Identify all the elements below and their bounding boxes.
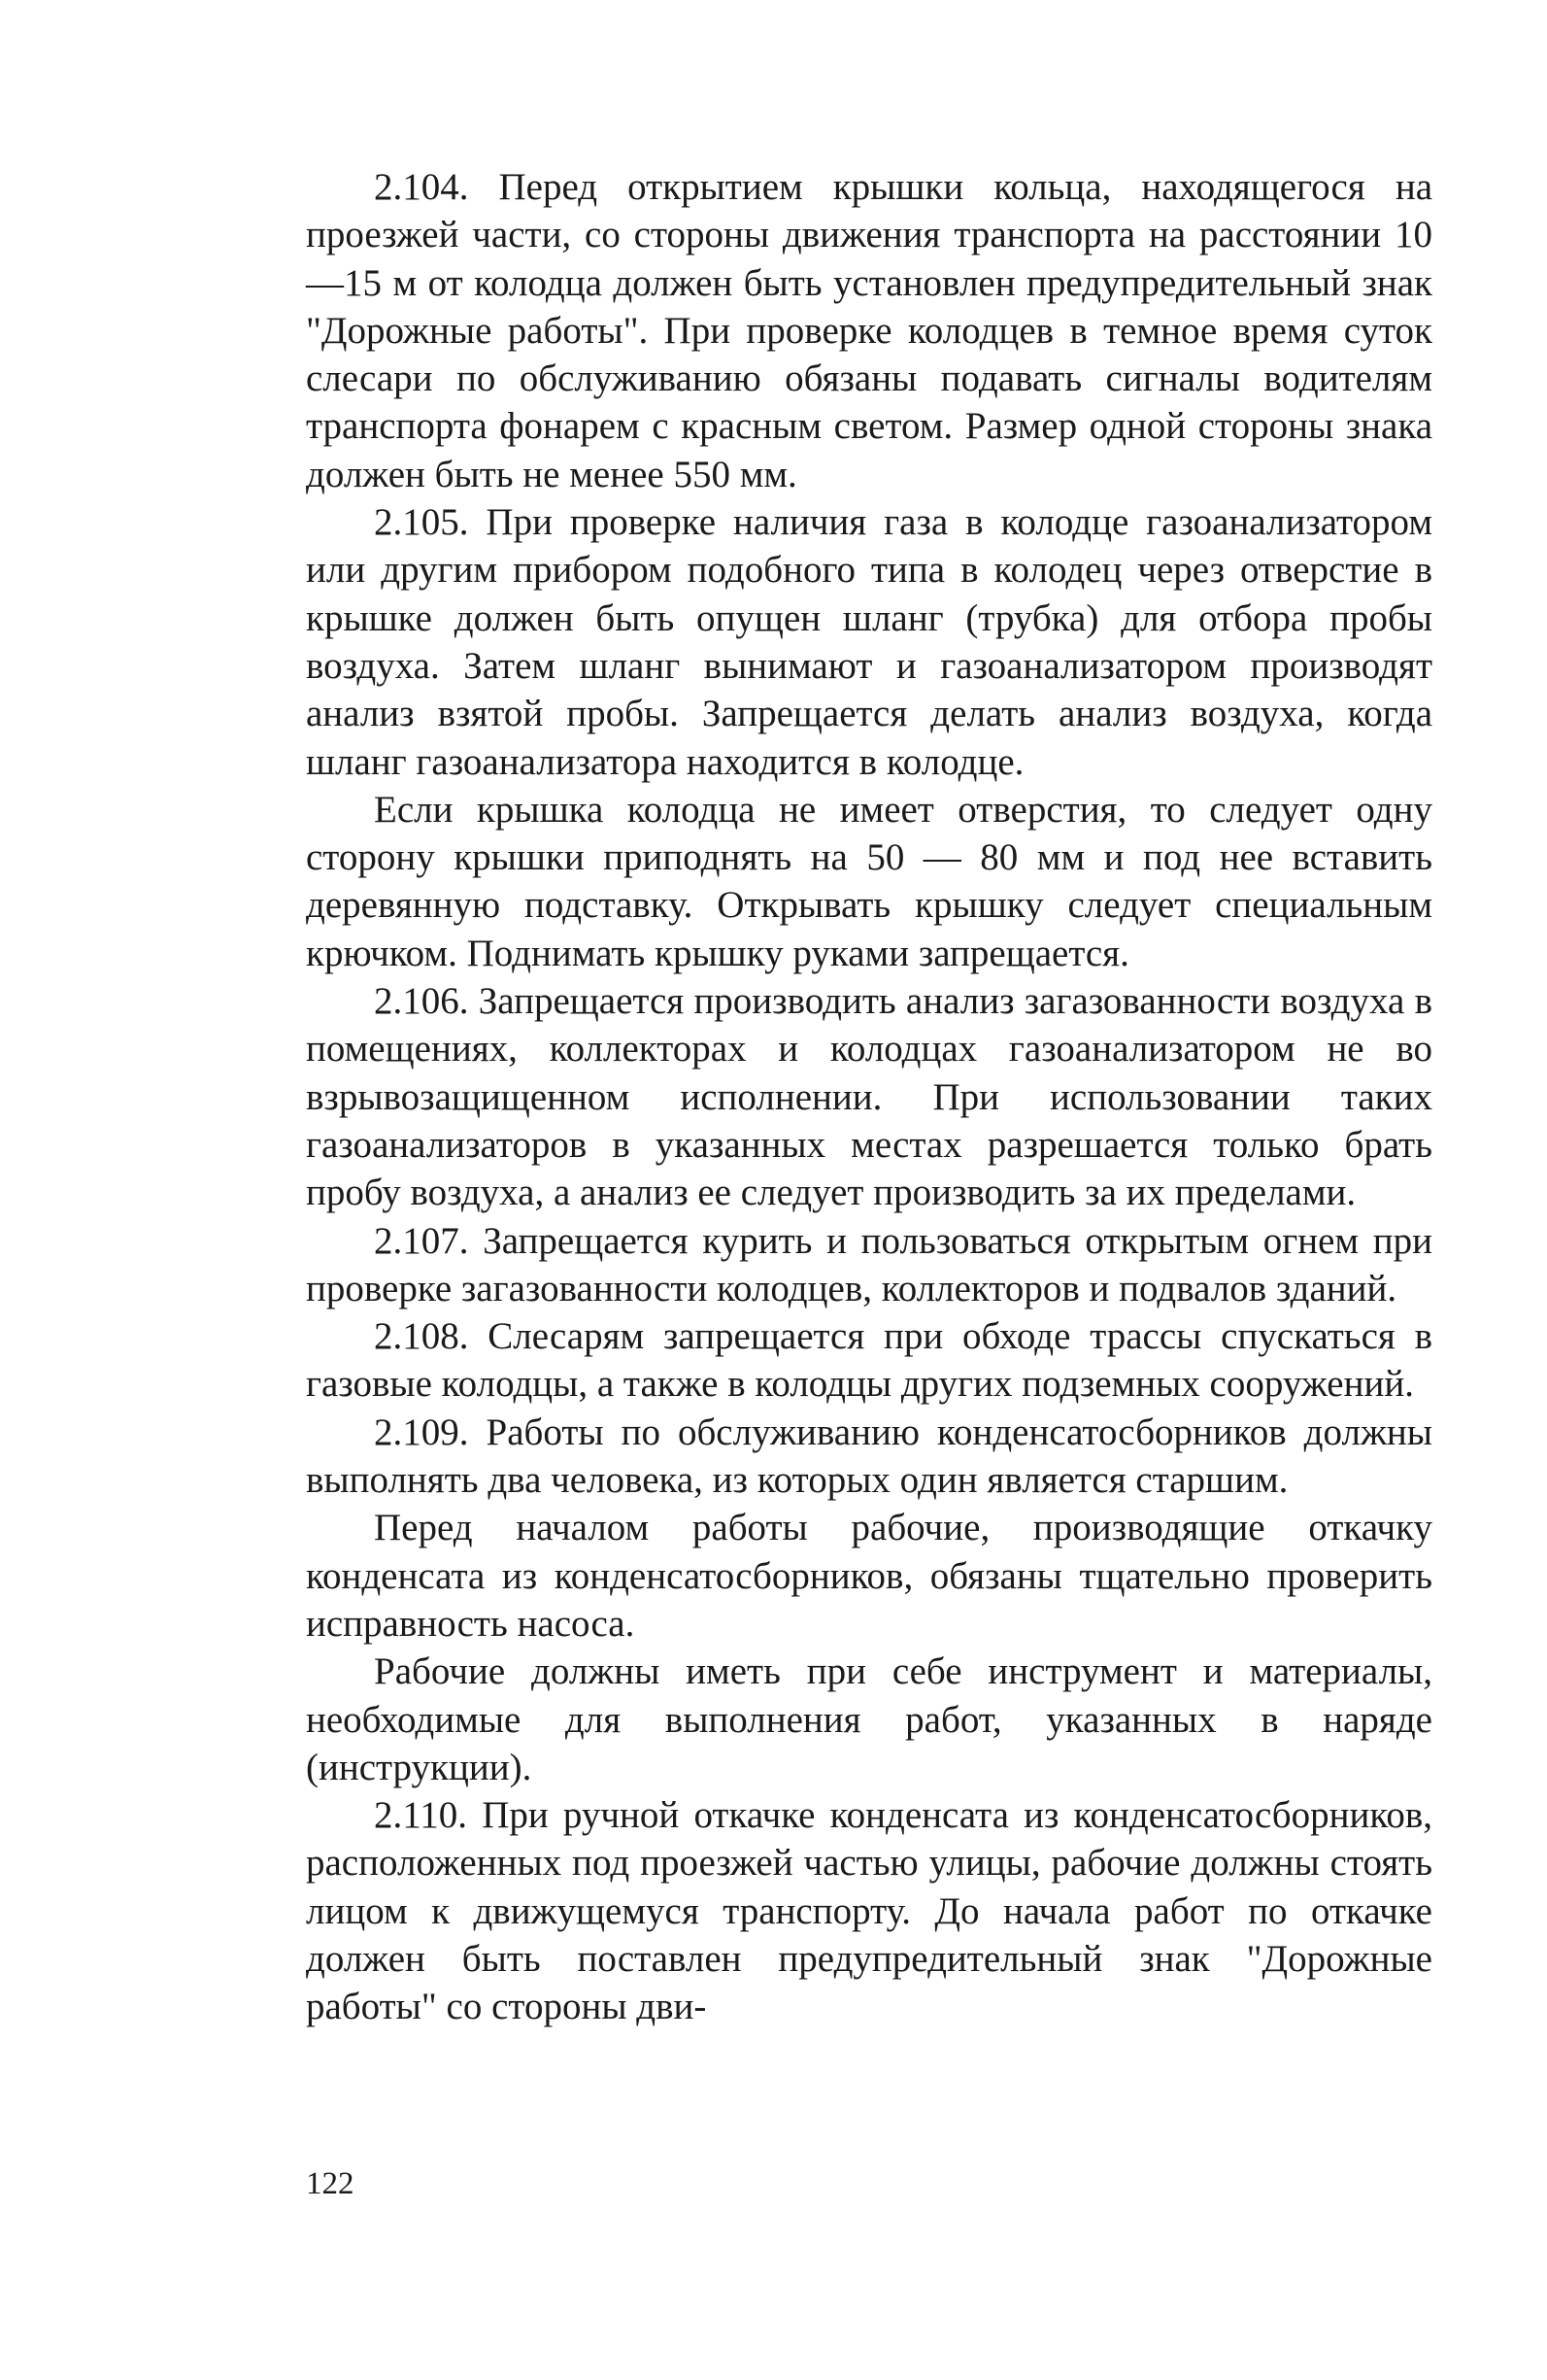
paragraph-2-106: 2.106. Запрещается производить анализ загазованности воздуха в помещениях, коллекторах и колодцах газоанализатором не во взрывозащищенном исполнении. При использовании таких газоанализаторов в указанных местах разрешается только брать пробу воздуха, а анализ ее следует производить за их пределами. bbox=[306, 980, 1432, 1214]
paragraph-2-108: 2.108. Слесарям запрещается при обходе трассы спускаться в газовые колодцы, а также в колодцы других подземных сооружений. bbox=[306, 1315, 1432, 1406]
paragraph-pump-check: Перед началом работы рабочие, производящие откачку конденсата из конденсатосборников, обязаны тщательно проверить исправность насоса. bbox=[306, 1507, 1432, 1645]
paragraph-2-109: 2.109. Работы по обслуживанию конденсатосборников должны выполнять два человека, из которых один является старшим. bbox=[306, 1411, 1432, 1502]
paragraph-2-107: 2.107. Запрещается курить и пользоваться открытым огнем при проверке загазованности колодцев, коллекторов и подвалов зданий. bbox=[306, 1219, 1432, 1309]
paragraph-tools-materials: Рабочие должны иметь при себе инструмент и материалы, необходимые для выполнения работ, указанных в наряде (инструкции). bbox=[306, 1650, 1432, 1788]
page-number: 122 bbox=[306, 2166, 354, 2201]
paragraph-2-105: 2.105. При проверке наличия газа в колодце газоанализатором или другим прибором подобного типа в колодец через отверстие в крышке должен быть опущен шланг (трубка) для отбора пробы воздуха. Затем шланг вынимают и газоанализатором производят анализ взятой пробы. Запрещается делать анализ воздуха, когда шланг газоанализатора находится в колодце. bbox=[306, 501, 1432, 783]
paragraph-2-110: 2.110. При ручной откачке конденсата из конденсатосборников, расположенных под проезжей частью улицы, рабочие должны стоять лицом к движущемуся транспорту. До начала работ по откачке должен быть поставлен предупредительный знак "Дорожные работы" со стороны дви- bbox=[306, 1794, 1432, 2028]
paragraph-2-104: 2.104. Перед открытием крышки кольца, находящегося на проезжей части, со стороны движения транспорта на расстоянии 10 —15 м от колодца должен быть установлен предупредительный знак "Дорожные работы". При проверке колодцев в темное время суток слесари по обслуживанию обязаны подавать сигналы водителям транспорта фонарем с красным светом. Размер одной стороны знака должен быть не менее 550 мм. bbox=[306, 166, 1432, 495]
paragraph-lid-without-hole: Если крышка колодца не имеет отверстия, то следует одну сторону крышки приподнять на 50 — 80 мм и под нее вставить деревянную подставку. Открывать крышку следует специальным крючком. Поднимать крышку руками запрещается. bbox=[306, 788, 1432, 974]
document-page-body bbox=[306, 163, 1432, 2031]
